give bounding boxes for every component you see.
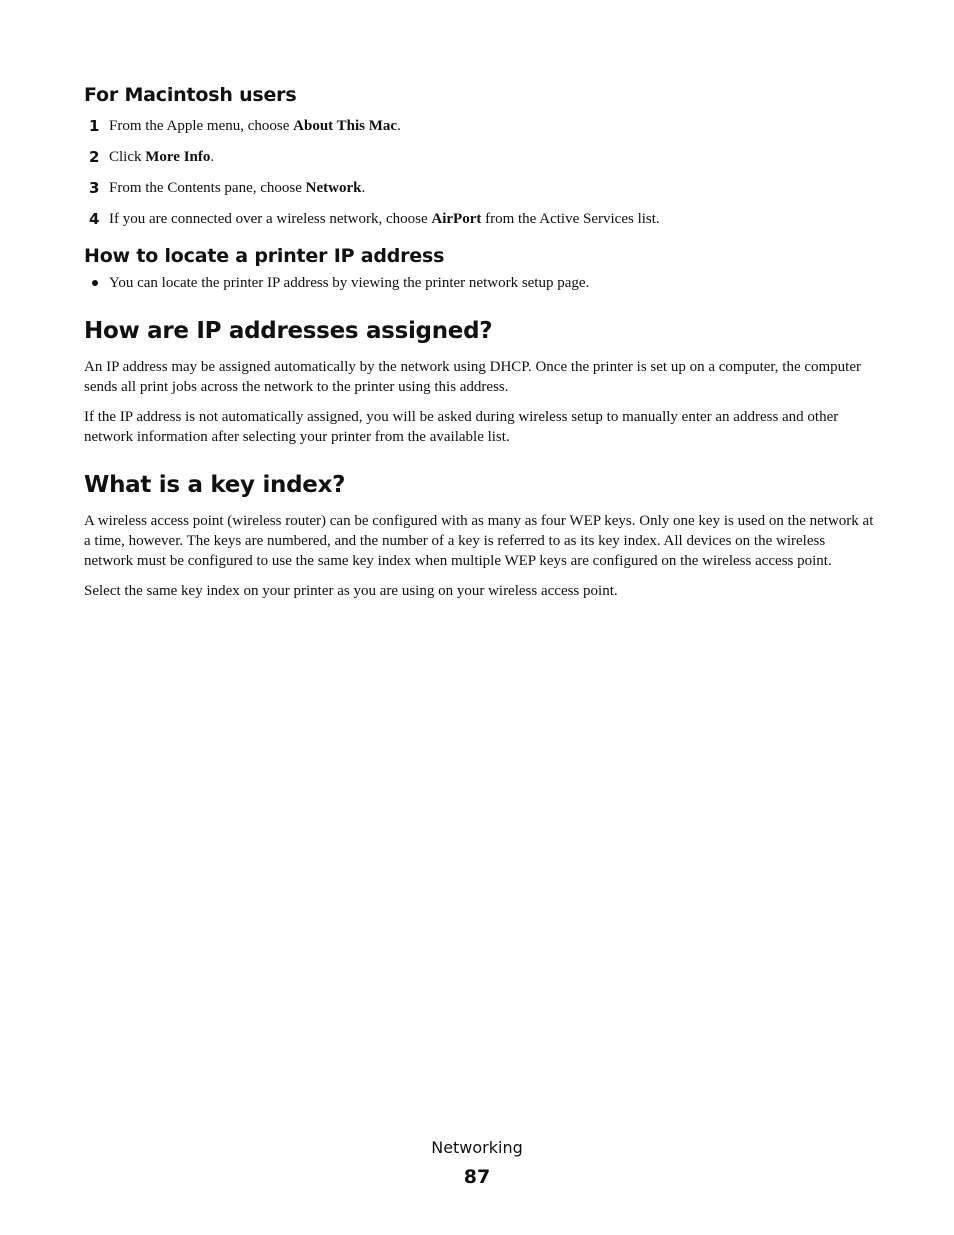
footer-chapter: Networking [431, 1138, 523, 1157]
mac-users-heading: For Macintosh users [84, 84, 297, 106]
step-bold-text: AirPort [431, 211, 482, 227]
step-text-end: . [210, 149, 215, 165]
mac-steps-list [84, 116, 874, 229]
step-text-end: from the Active Services list. [481, 211, 660, 227]
step-number: 4 [89, 210, 100, 228]
bullet-icon [92, 280, 98, 286]
step-text: From the Contents pane, choose [109, 180, 306, 196]
step-text: If you are connected over a wireless network, choose [109, 211, 432, 227]
step-bold-text: More Info [145, 149, 211, 165]
step-text: Click [109, 149, 146, 165]
bullet-text: You can locate the printer IP address by viewing the printer network setup page. [109, 275, 590, 291]
list-item [84, 178, 874, 198]
list-item [84, 273, 874, 293]
list-item [84, 147, 874, 167]
page-content [84, 82, 874, 611]
ip-paragraph-2: If the IP address is not automatically assigned, you will be asked during wireless setup to manually enter an address and other network information after selecting your printer from the available list. [84, 409, 839, 445]
locate-ip-heading: How to locate a printer IP address [84, 245, 445, 267]
step-bold-text: About This Mac [293, 118, 398, 134]
page-number: 87 [463, 1166, 491, 1188]
step-number: 3 [89, 179, 100, 197]
step-text: From the Apple menu, choose [109, 118, 294, 134]
key-index-heading: What is a key index? [84, 472, 346, 498]
step-number: 2 [89, 148, 100, 166]
list-item [84, 209, 874, 229]
ip-assigned-heading: How are IP addresses assigned? [84, 318, 493, 344]
step-bold-text: Network [305, 180, 362, 196]
step-text-end: . [361, 180, 366, 196]
step-text-end: . [397, 118, 401, 134]
key-paragraph-2: Select the same key index on your printer as you are using on your wireless access point. [84, 583, 618, 599]
list-item [84, 116, 874, 136]
locate-ip-list [84, 273, 874, 293]
step-number: 1 [89, 117, 100, 135]
key-paragraph-1: A wireless access point (wireless router) can be configured with as many as four WEP keys. Only one key is used on the network at a time, however. The keys are numbered, and the number of a key is referred to as its key index. All devices on the wireless network must be configured to use the same key index when multiple WEP keys are configured on the wireless access point. [84, 513, 874, 569]
ip-paragraph-1: An IP address may be assigned automatically by the network using DHCP. Once the printer is set up on a computer, the computer sends all print jobs across the network to the printer using this address. [84, 359, 862, 395]
